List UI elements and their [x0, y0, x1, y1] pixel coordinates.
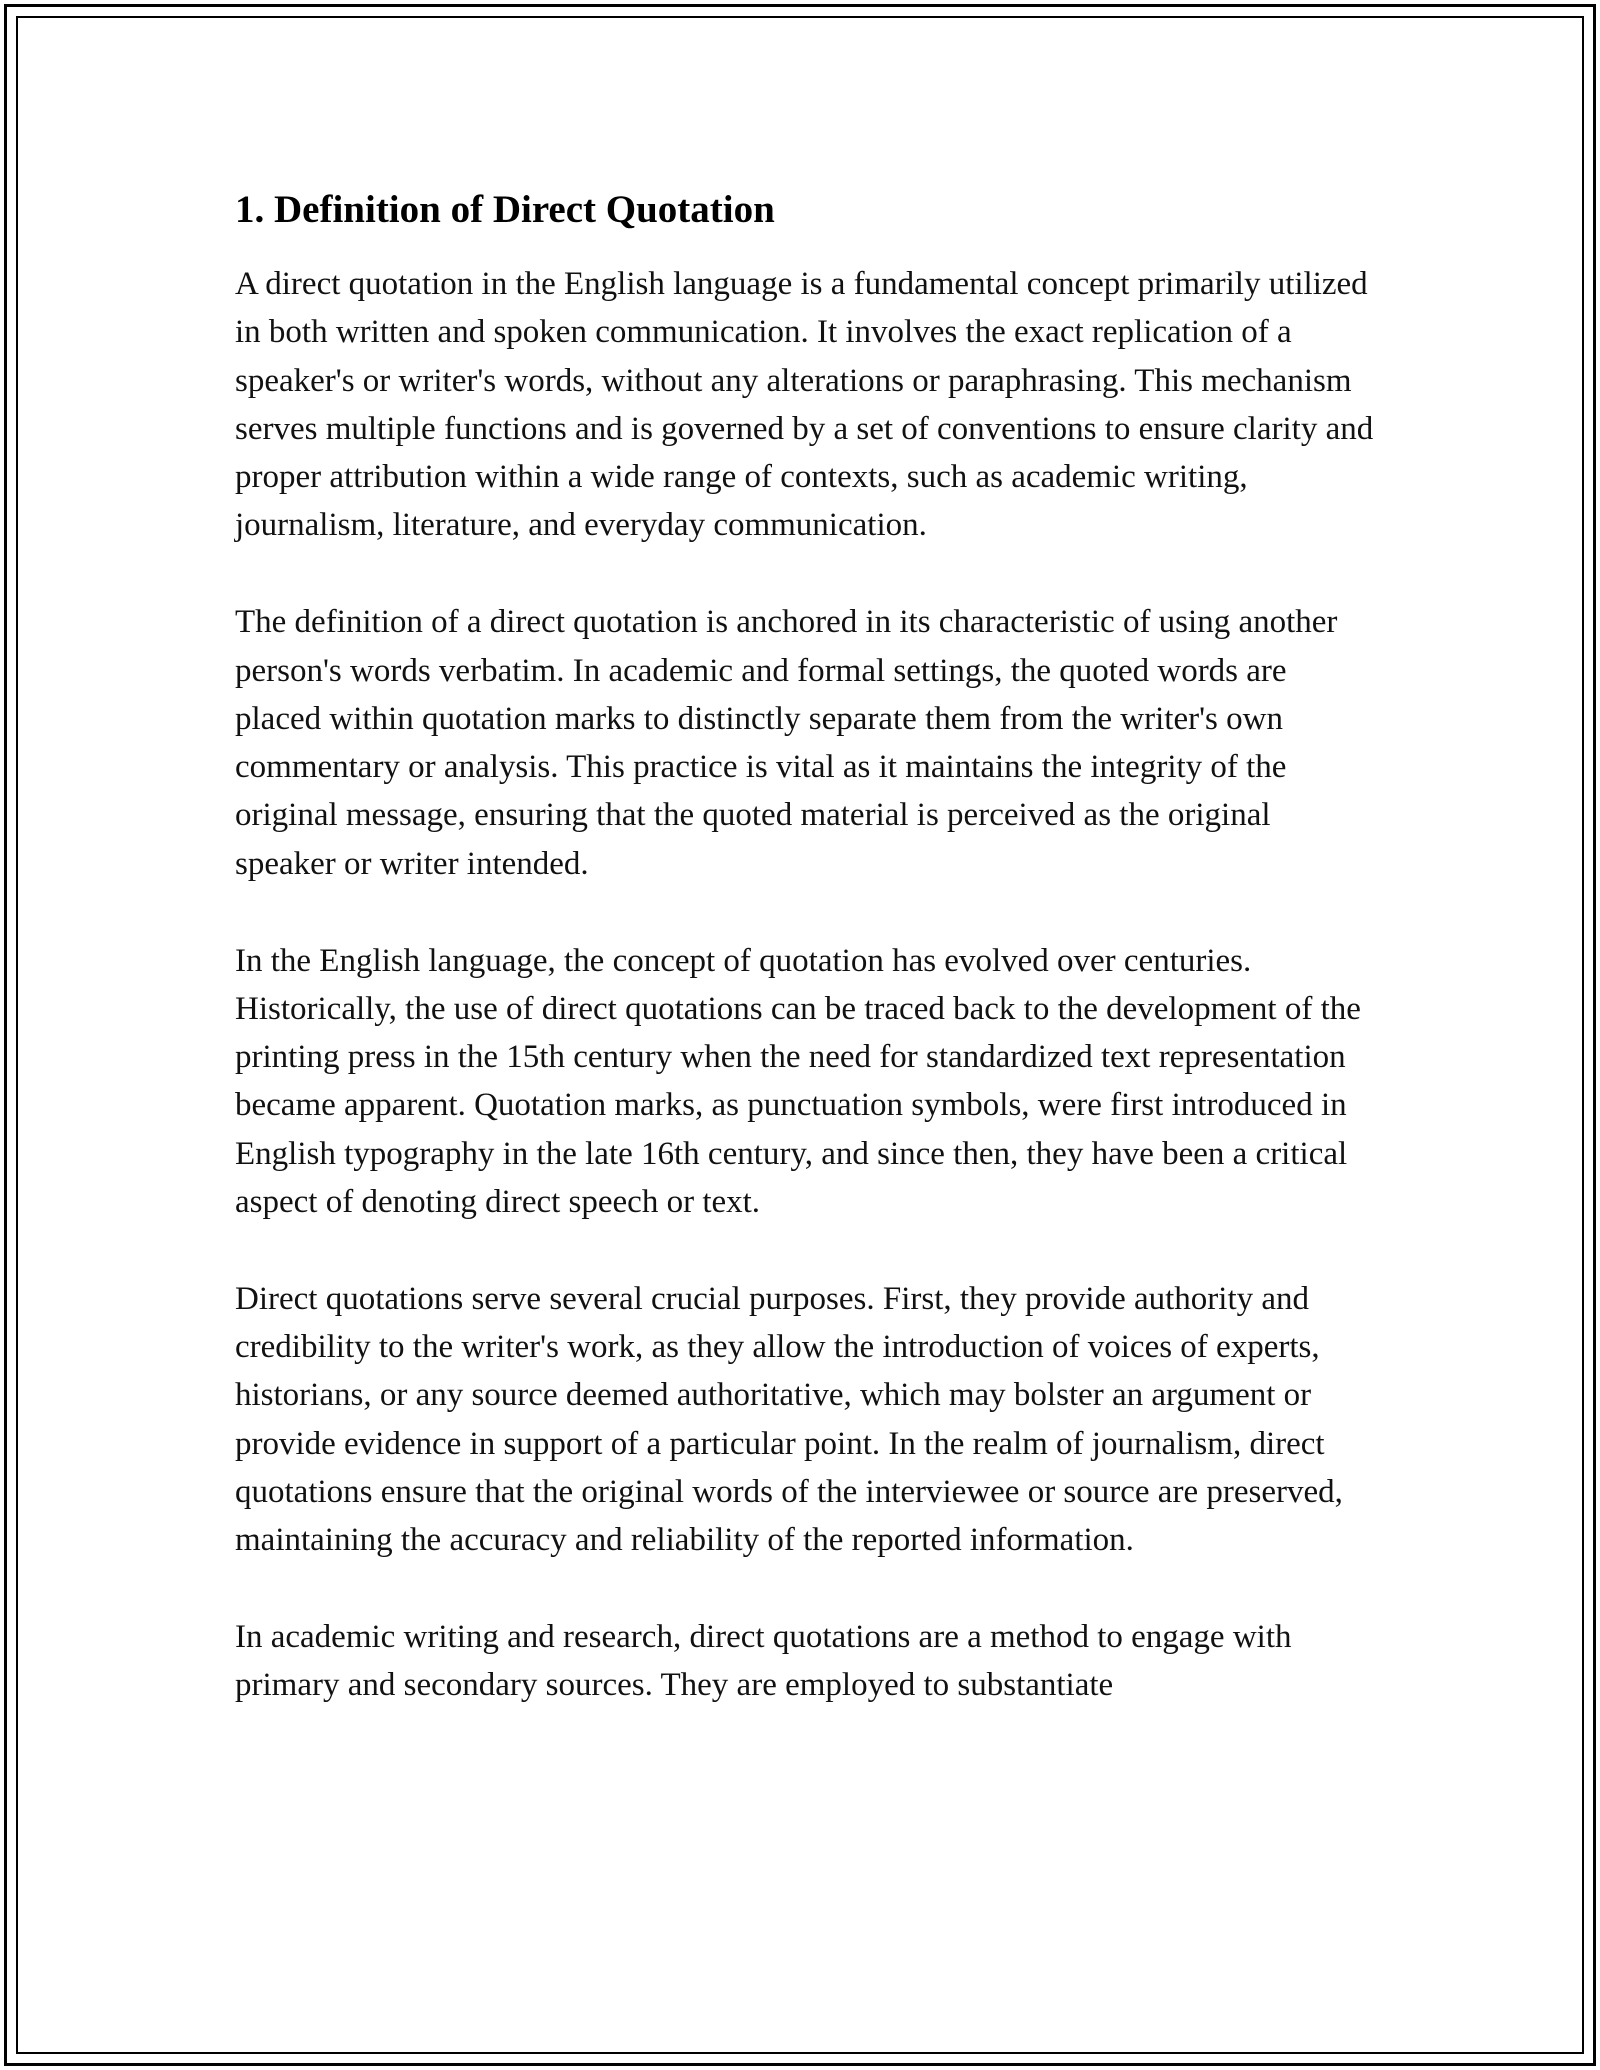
paragraph-3: In the English language, the concept of quotation has evolved over centuries. Historically, the use of direct quotations can be traced back to the development of the printing press in the 15th century when the need for standardized text representation became apparent. Quotation marks, as punctuation symbols, were first introduced in English typography in the late 16th century, and since then, they have been a critical aspect of denoting direct speech or text.	[235, 942, 1361, 1221]
document-body	[235, 186, 1375, 1758]
paragraph-2: The definition of a direct quotation is anchored in its characteristic of using another person's words verbatim. In academic and formal settings, the quoted words are placed within quotation marks to distinctly separate them from the writer's own commentary or analysis. This practice is vital as it maintains the integrity of the original message, ensuring that the quoted material is perceived as the original speaker or writer intended.	[235, 604, 1338, 882]
section-title: 1. Definition of Direct Quotation	[235, 188, 775, 231]
paragraph-1: A direct quotation in the English language is a fundamental concept primarily utilized in both written and spoken communication. It involves the exact replication of a speaker's or writer's words, without any alterations or paraphrasing. This mechanism serves multiple functions and is governed by a set of conventions to ensure clarity and proper attribution within a wide range of contexts, such as academic writing, journalism, literature, and everyday communication.	[235, 266, 1374, 544]
paragraph-4: Direct quotations serve several crucial purposes. First, they provide authority and credibility to the writer's work, as they allow the introduction of voices of experts, historians, or any source deemed authoritative, which may bolster an argument or provide evidence in support of a particular point. In the realm of journalism, direct quotations ensure that the original words of the interviewee or source are preserved, maintaining the accuracy and reliability of the reported information.	[235, 1280, 1343, 1559]
paragraph-5: In academic writing and research, direct quotations are a method to engage with primary and secondary sources. They are employed to substantiate	[235, 1619, 1292, 1704]
